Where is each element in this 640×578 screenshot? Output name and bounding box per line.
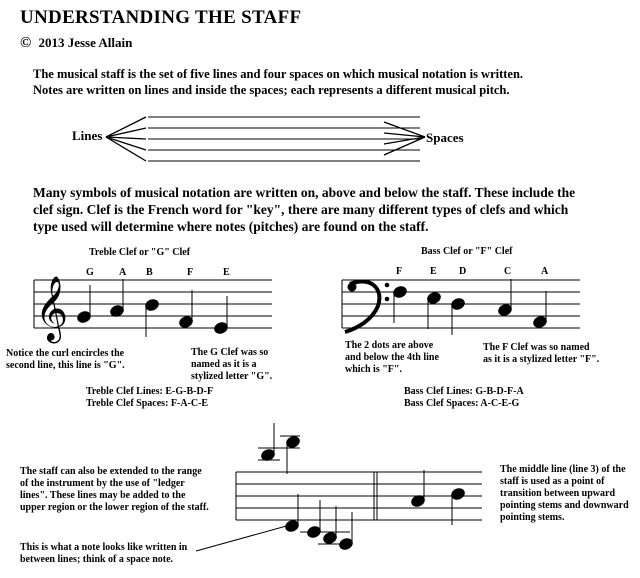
bass-spaces-text: Bass Clef Spaces: A-C-E-G xyxy=(404,398,520,409)
bass-note-label: F xyxy=(396,266,403,277)
bass-dots-note-line: and below the 4th line xyxy=(345,352,439,363)
bass-dots-note-line: The 2 dots are above xyxy=(345,340,434,351)
ledger-explanation xyxy=(20,466,209,514)
copyright-line xyxy=(20,35,132,52)
bass-f-note xyxy=(483,342,599,366)
ledger-explanation-line: lines". These lines may be added to the xyxy=(20,490,186,501)
bass-f-note-line: as it is a stylized letter "F". xyxy=(483,354,600,365)
symbols-line-3: type used will determine where notes (pitches) are found on the staff. xyxy=(33,219,429,234)
top-staff xyxy=(148,117,420,161)
bass-note-label: C xyxy=(504,266,512,277)
treble-lines-text: Treble Clef Lines: E-G-B-D-F xyxy=(86,386,214,397)
middle-line-text: staff is used as a point of xyxy=(500,476,605,487)
treble-g-note xyxy=(191,347,272,383)
copyright-symbol: © xyxy=(20,35,32,51)
treble-note-label: B xyxy=(146,267,153,278)
bass-f-note-line: The F Clef was so named xyxy=(483,342,590,353)
ledger-explanation-line: of the instrument by the use of "ledger xyxy=(20,478,185,489)
bass-caption: Bass Clef or "F" Clef xyxy=(421,246,513,257)
lines-pointer-arrow xyxy=(106,117,146,161)
ledger-explanation-line: upper region or the lower region of the staff. xyxy=(20,502,209,513)
middle-line-text: pointing stems. xyxy=(500,512,565,523)
ledger-notes xyxy=(260,423,466,551)
treble-g-note-line: named as it is a xyxy=(191,359,257,370)
treble-curl-note-line: Notice the curl encircles the xyxy=(6,348,125,359)
treble-clef-icon: 𝄞 xyxy=(35,276,69,341)
symbols-paragraph xyxy=(33,184,633,235)
treble-reference xyxy=(86,386,213,410)
bass-dots-note xyxy=(345,340,439,376)
space-note-pointer xyxy=(196,525,290,551)
treble-note-label: E xyxy=(223,267,230,278)
lines-label: Lines xyxy=(72,128,103,143)
treble-note-label: F xyxy=(187,267,194,278)
bass-dots-note-line: which is "F". xyxy=(345,364,402,375)
bass-clef-icon xyxy=(345,281,389,332)
symbols-line-1: Many symbols of musical notation are written on, above and below the staff. These include the xyxy=(33,185,576,200)
symbols-line-2: clef sign. Clef is the French word for "key", there are many different types of clefs and which xyxy=(33,202,569,217)
treble-g-note-line: stylized letter "G". xyxy=(191,371,273,382)
treble-curl-note-line: second line, this line is "G". xyxy=(6,360,125,371)
treble-note-label: A xyxy=(119,267,127,278)
middle-line-text: The middle line (line 3) of the xyxy=(500,464,626,475)
bass-lines-text: Bass Clef Lines: G-B-D-F-A xyxy=(404,386,524,397)
bass-notes xyxy=(392,279,548,335)
space-note-line: This is what a note looks like written in xyxy=(20,542,188,553)
space-note-explanation xyxy=(20,542,187,566)
intro-line-1: The musical staff is the set of five lines and four spaces on which musical notation is written. xyxy=(33,67,524,81)
middle-line-text: transition between upward xyxy=(500,488,616,499)
page-title: UNDERSTANDING THE STAFF xyxy=(20,7,302,28)
treble-note-label: G xyxy=(86,267,94,278)
treble-curl-note xyxy=(6,348,125,372)
bass-reference xyxy=(404,386,524,410)
spaces-label: Spaces xyxy=(426,130,464,145)
treble-caption: Treble Clef or "G" Clef xyxy=(89,247,191,258)
treble-g-note-line: The G Clef was so xyxy=(191,347,269,358)
intro-paragraph xyxy=(33,66,633,98)
bass-note-label: D xyxy=(459,266,467,277)
middle-line-text: pointing stems and downward xyxy=(500,500,629,511)
middle-line-explanation xyxy=(500,464,629,524)
bass-note-label: A xyxy=(541,266,549,277)
ledger-explanation-line: The staff can also be extended to the range xyxy=(20,466,202,477)
treble-spaces-text: Treble Clef Spaces: F-A-C-E xyxy=(86,398,209,409)
bass-note-label: E xyxy=(430,266,437,277)
space-note-line: between lines; think of a space note. xyxy=(20,554,174,565)
copyright-text: 2013 Jesse Allain xyxy=(38,35,133,50)
intro-line-2: Notes are written on lines and inside the spaces; each represents a different musical pitch. xyxy=(33,83,510,97)
